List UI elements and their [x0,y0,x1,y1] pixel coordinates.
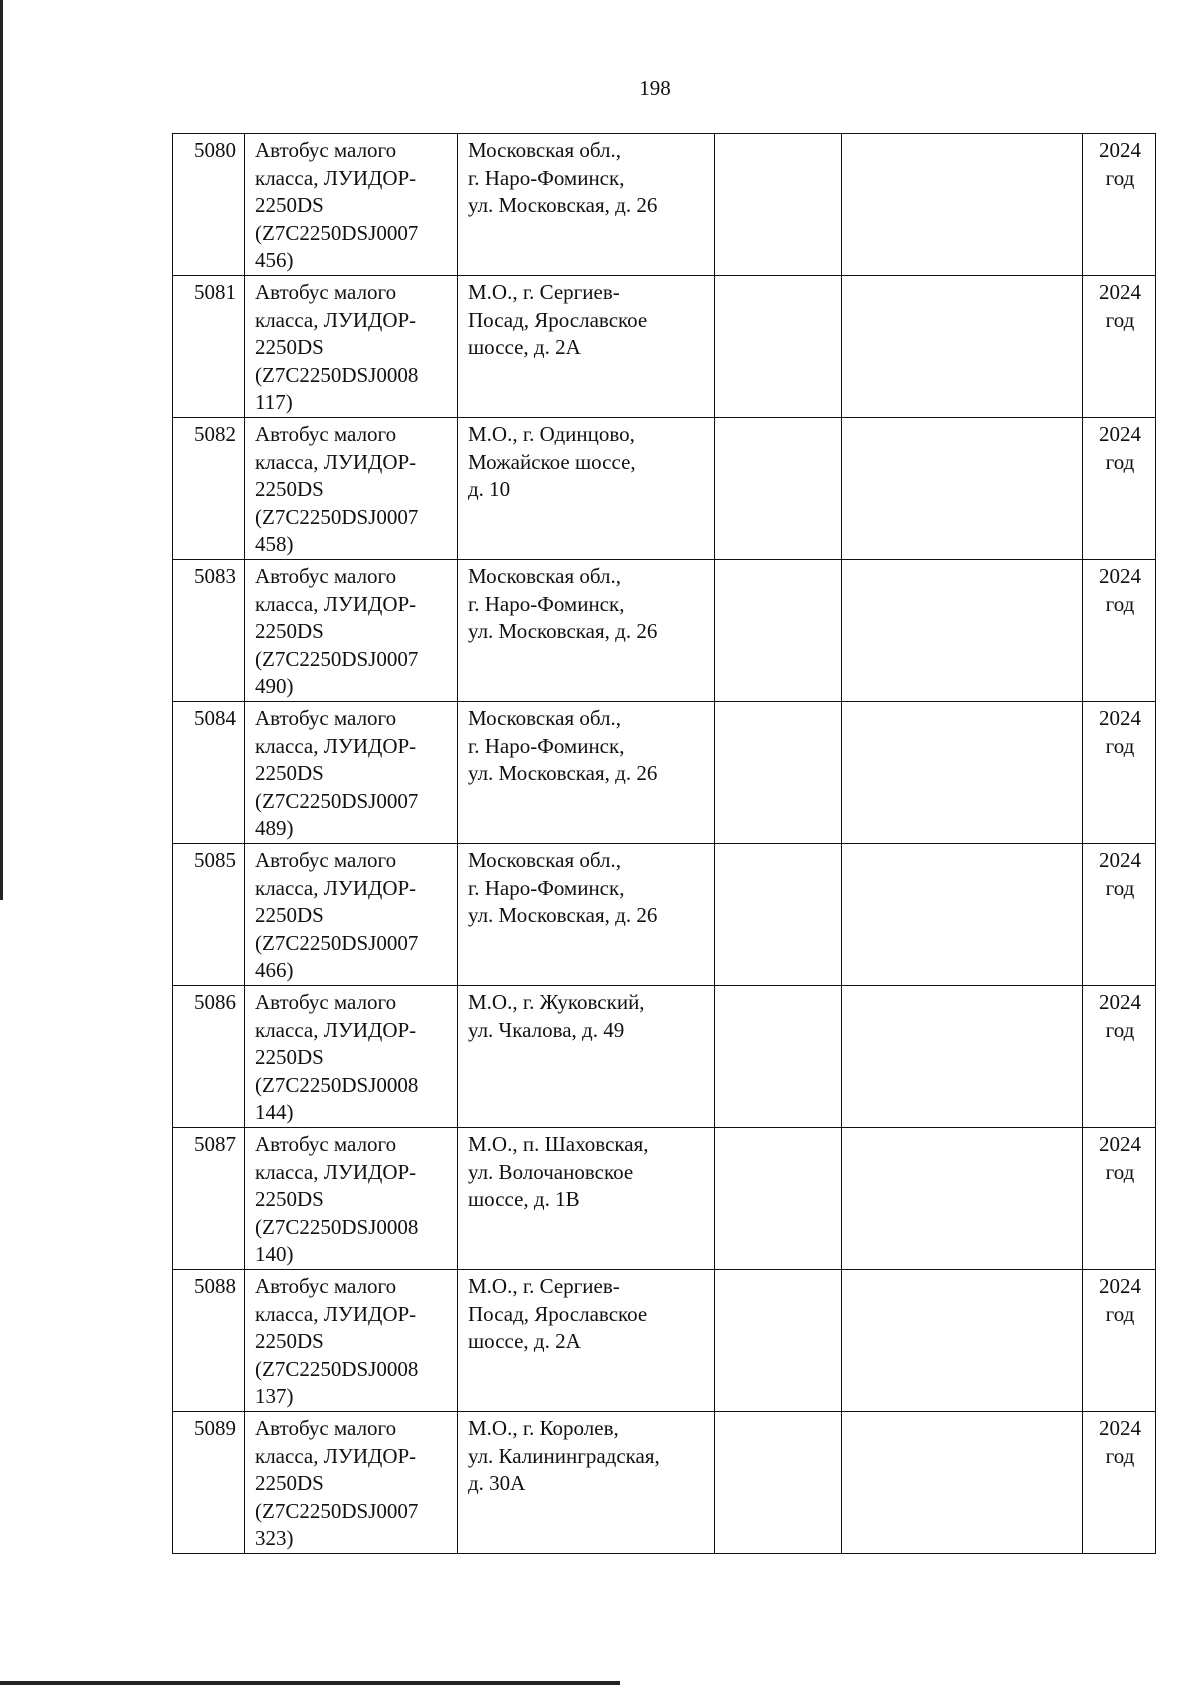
page-number: 198 [639,76,671,100]
vehicle-description-cell [245,134,458,276]
vehicle-description-line: 2250DS [255,761,324,785]
empty-cell-col5 [842,986,1083,1128]
empty-cell-col5 [842,702,1083,844]
address-line: ул. Чкалова, д. 49 [468,1017,625,1042]
vehicle-description-line: 117) [255,390,293,414]
address-line: шоссе, д. 2А [468,1329,581,1353]
vehicle-description-cell [245,844,458,986]
vehicle-registry-table [172,133,1156,1554]
address-cell [458,560,715,702]
vehicle-description-cell [245,560,458,702]
year-cell [1083,1270,1156,1412]
address-line: М.О., г. Одинцово, [468,422,635,446]
table-row [173,560,1156,702]
registry-body [173,134,1156,1554]
address-line: г. Наро-Фоминск, [468,165,625,190]
vehicle-description-line: Автобус малого [255,848,397,872]
year-line: год [1105,591,1135,616]
empty-cell-col4 [715,986,842,1128]
address-line: д. 10 [468,477,511,501]
vehicle-description-line: 137) [255,1384,294,1408]
vehicle-description-line: Автобус малого [255,1416,397,1440]
empty-cell-col4 [715,1412,842,1554]
vehicle-description-line: 2250DS [255,619,324,643]
address-line: г. Наро-Фоминск, [468,875,625,900]
row-number-cell: 5081 [173,276,245,418]
vehicle-description-cell [245,986,458,1128]
table-row [173,1128,1156,1270]
vehicle-description-line: 458) [255,532,294,556]
year-line: год [1105,1017,1135,1042]
vehicle-description-line: (Z7C2250DSJ0007 [255,930,419,955]
address-line: ул. Волочановское [468,1159,634,1184]
address-line: ул. Московская, д. 26 [468,761,658,785]
empty-cell-col4 [715,276,842,418]
row-number-cell: 5087 [173,1128,245,1270]
year-cell [1083,1412,1156,1554]
vehicle-description-line: (Z7C2250DSJ0007 [255,1498,419,1523]
address-cell [458,1270,715,1412]
empty-cell-col5 [842,560,1083,702]
vehicle-description-line: класса, ЛУИДОР- [255,875,417,900]
vehicle-description-cell [245,1270,458,1412]
vehicle-description-cell [245,418,458,560]
address-line: Московская обл., [468,848,621,872]
empty-cell-col4 [715,844,842,986]
year-cell [1083,134,1156,276]
address-line: ул. Московская, д. 26 [468,193,658,217]
vehicle-description-cell [245,1412,458,1554]
vehicle-description-line: класса, ЛУИДОР- [255,591,417,616]
vehicle-description-line: класса, ЛУИДОР- [255,1159,417,1184]
address-cell [458,1412,715,1554]
vehicle-description-line: 144) [255,1100,294,1124]
year-line: 2024 [1099,280,1141,304]
year-cell [1083,702,1156,844]
empty-cell-col4 [715,418,842,560]
vehicle-description-line: 323) [255,1526,294,1550]
vehicle-description-cell [245,276,458,418]
vehicle-description-line: (Z7C2250DSJ0007 [255,646,419,671]
table-row [173,418,1156,560]
year-line: 2024 [1099,706,1141,730]
year-line: 2024 [1099,138,1141,162]
year-line: 2024 [1099,1416,1141,1440]
year-line: год [1105,733,1135,758]
address-line: Можайское шоссе, [468,449,636,474]
row-number-cell: 5089 [173,1412,245,1554]
vehicle-description-line: Автобус малого [255,280,397,304]
vehicle-description-line: Автобус малого [255,422,397,446]
vehicle-description-line: (Z7C2250DSJ0008 [255,1214,419,1239]
vehicle-description-line: класса, ЛУИДОР- [255,1017,417,1042]
address-cell [458,986,715,1128]
year-line: год [1105,1301,1135,1326]
address-line: Московская обл., [468,564,621,588]
vehicle-description-line: (Z7C2250DSJ0008 [255,362,419,387]
year-line: 2024 [1099,564,1141,588]
address-line: М.О., п. Шаховская, [468,1132,649,1156]
address-line: шоссе, д. 1В [468,1187,580,1211]
vehicle-description-line: 2250DS [255,1471,324,1495]
table-row [173,1412,1156,1554]
vehicle-description-line: класса, ЛУИДОР- [255,307,417,332]
vehicle-description-line: 2250DS [255,1329,324,1353]
address-line: Посад, Ярославское [468,307,648,332]
empty-cell-col5 [842,1270,1083,1412]
year-line: год [1105,307,1135,332]
vehicle-description-line: класса, ЛУИДОР- [255,165,417,190]
year-cell [1083,276,1156,418]
address-cell [458,418,715,560]
address-line: М.О., г. Сергиев- [468,1274,620,1298]
row-number-cell: 5083 [173,560,245,702]
year-line: 2024 [1099,848,1141,872]
vehicle-description-line: 2250DS [255,1045,324,1069]
year-cell [1083,418,1156,560]
address-cell [458,134,715,276]
address-line: М.О., г. Королев, [468,1416,619,1440]
vehicle-description-line: 140) [255,1242,294,1266]
year-line: 2024 [1099,1274,1141,1298]
address-cell [458,1128,715,1270]
year-line: 2024 [1099,990,1141,1014]
vehicle-description-line: класса, ЛУИДОР- [255,733,417,758]
table-row [173,276,1156,418]
empty-cell-col4 [715,134,842,276]
year-line: год [1105,1443,1135,1468]
row-number-cell: 5084 [173,702,245,844]
table-row [173,986,1156,1128]
vehicle-description-line: Автобус малого [255,706,397,730]
vehicle-description-line: 2250DS [255,903,324,927]
table-row [173,1270,1156,1412]
year-cell [1083,560,1156,702]
vehicle-description-line: (Z7C2250DSJ0007 [255,220,419,245]
address-line: шоссе, д. 2А [468,335,581,359]
empty-cell-col5 [842,276,1083,418]
year-line: год [1105,875,1135,900]
address-line: г. Наро-Фоминск, [468,733,625,758]
row-number-cell: 5082 [173,418,245,560]
vehicle-description-line: 489) [255,816,294,840]
year-line: 2024 [1099,422,1141,446]
address-line: М.О., г. Жуковский, [468,990,645,1014]
vehicle-description-line: 490) [255,674,294,698]
row-number-cell: 5086 [173,986,245,1128]
vehicle-description-line: Автобус малого [255,1132,397,1156]
address-line: М.О., г. Сергиев- [468,280,620,304]
table-row [173,134,1156,276]
vehicle-description-line: 2250DS [255,477,324,501]
empty-cell-col4 [715,560,842,702]
year-line: 2024 [1099,1132,1141,1156]
address-line: Посад, Ярославское [468,1301,648,1326]
vehicle-description-cell [245,1128,458,1270]
vehicle-description-line: класса, ЛУИДОР- [255,1443,417,1468]
empty-cell-col4 [715,702,842,844]
scan-edge-left [0,0,3,900]
empty-cell-col4 [715,1128,842,1270]
row-number-cell: 5088 [173,1270,245,1412]
vehicle-description-line: 2250DS [255,335,324,359]
vehicle-description-line: Автобус малого [255,564,397,588]
vehicle-description-cell [245,702,458,844]
vehicle-description-line: 456) [255,248,294,272]
address-line: ул. Калининградская, [468,1443,660,1468]
row-number-cell: 5085 [173,844,245,986]
year-line: год [1105,165,1135,190]
empty-cell-col5 [842,418,1083,560]
address-line: г. Наро-Фоминск, [468,591,625,616]
scan-edge-bottom [0,1681,620,1685]
year-cell [1083,844,1156,986]
vehicle-description-line: Автобус малого [255,138,397,162]
empty-cell-col4 [715,1270,842,1412]
address-line: Московская обл., [468,706,621,730]
year-line: год [1105,1159,1135,1184]
table-row [173,844,1156,986]
year-line: год [1105,449,1135,474]
vehicle-description-line: (Z7C2250DSJ0007 [255,504,419,529]
empty-cell-col5 [842,134,1083,276]
address-line: Московская обл., [468,138,621,162]
vehicle-description-line: 466) [255,958,294,982]
vehicle-description-line: (Z7C2250DSJ0008 [255,1356,419,1381]
address-cell [458,276,715,418]
address-line: д. 30А [468,1471,526,1495]
vehicle-description-line: Автобус малого [255,1274,397,1298]
year-cell [1083,986,1156,1128]
vehicle-description-line: класса, ЛУИДОР- [255,449,417,474]
empty-cell-col5 [842,844,1083,986]
vehicle-description-line: 2250DS [255,1187,324,1211]
vehicle-description-line: класса, ЛУИДОР- [255,1301,417,1326]
empty-cell-col5 [842,1412,1083,1554]
vehicle-description-line: 2250DS [255,193,324,217]
row-number-cell: 5080 [173,134,245,276]
empty-cell-col5 [842,1128,1083,1270]
vehicle-description-line: Автобус малого [255,990,397,1014]
address-cell [458,844,715,986]
address-cell [458,702,715,844]
table-row [173,702,1156,844]
address-line: ул. Московская, д. 26 [468,619,658,643]
vehicle-description-line: (Z7C2250DSJ0007 [255,788,419,813]
year-cell [1083,1128,1156,1270]
address-line: ул. Московская, д. 26 [468,903,658,927]
vehicle-description-line: (Z7C2250DSJ0008 [255,1072,419,1097]
